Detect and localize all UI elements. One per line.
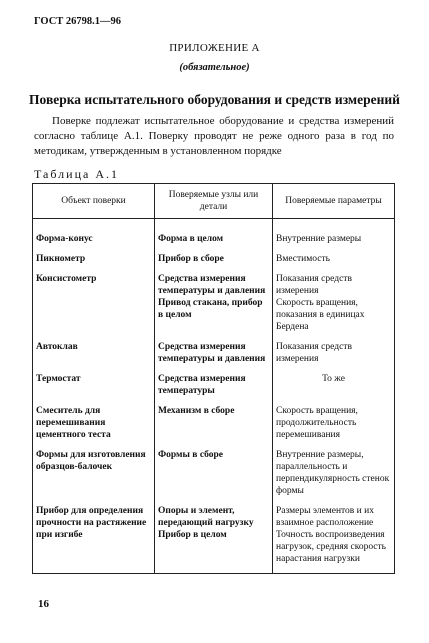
table-header-row [33,184,395,219]
cell-parts [155,339,273,371]
page-number: 16 [38,598,49,610]
table-row [33,339,395,371]
column-header-params: Поверяемые параметры [273,184,395,219]
cell-object: Консистометр [33,271,155,339]
param-line: Внутренние размеры [276,234,362,244]
cell-parts [155,503,273,574]
table-caption: Таблица А.1 [34,167,119,181]
cell-params [273,447,395,503]
cell-parts [155,219,273,252]
cell-parts [155,251,273,271]
part-line: Прибор в целом [158,530,227,540]
cell-params [273,219,395,252]
appendix-label: ПРИЛОЖЕНИЕ А [169,42,260,54]
table-row [33,271,395,339]
verification-table [32,183,395,574]
cell-object: Форма-конус [33,219,155,252]
param-line: Показания средств измерения [276,274,352,296]
cell-object: Термостат [33,371,155,403]
intro-text: Поверке подлежат испытательное оборудование и средства измерений согласно таблице А.1. Поверку проводят не реже одного раза в год по методикам, утвержденным в установленном порядке [34,115,394,157]
table-row [33,371,395,403]
part-line: Формы в сборе [158,450,224,460]
cell-object: Формы для изготовления образцов-балочек [33,447,155,503]
document-code: ГОСТ 26798.1—96 [34,16,122,27]
section-heading: Поверка испытательного оборудования и средств измерений [29,92,400,107]
column-header-parts: Поверяемые узлы или детали [155,184,273,219]
intro-paragraph [34,114,394,159]
param-line: Скорость вращения, показания в единицах Бердена [276,298,365,332]
part-line: Средства измерения температуры и давления [158,342,266,364]
param-line: Скорость вращения, продолжительность перемешивания [276,406,358,440]
part-line: Опоры и элемент, передающий нагрузку [158,506,254,528]
cell-object: Пикнометр [33,251,155,271]
table-row [33,403,395,447]
column-header-object: Объект поверки [33,184,155,219]
cell-params [273,271,395,339]
part-line: Механизм в сборе [158,406,235,416]
cell-parts [155,403,273,447]
table-row [33,447,395,503]
cell-object: Смеситель для перемешивания цементного теста [33,403,155,447]
param-line: Внутренние размеры, параллельность и перпендикулярность стенок формы [276,450,390,496]
cell-params [273,251,395,271]
cell-object: Автоклав [33,339,155,371]
cell-object: Прибор для определения прочности на растяжение при изгибе [33,503,155,574]
part-line: Прибор в сборе [158,254,224,264]
param-line: Вместимость [276,254,330,264]
cell-parts [155,447,273,503]
param-line: Точность воспроизведения нагрузок, средняя скорость нарастания нагрузки [276,530,387,564]
table-row [33,219,395,252]
part-line: Средства измерения температуры [158,374,246,396]
cell-params [273,403,395,447]
cell-params [273,371,395,403]
param-line: Размеры элементов и их взаимное расположение [276,506,374,528]
cell-params [273,503,395,574]
cell-parts [155,271,273,339]
part-line: Средства измерения температуры и давления [158,274,266,296]
part-line: Форма в целом [158,234,224,244]
cell-parts [155,371,273,403]
param-line: То же [322,374,345,384]
cell-params [273,339,395,371]
appendix-status: (обязательное) [179,62,250,73]
table-row [33,503,395,574]
part-line: Привод стакана, прибор в целом [158,298,263,320]
param-line: Показания средств измерения [276,342,352,364]
table-row [33,251,395,271]
